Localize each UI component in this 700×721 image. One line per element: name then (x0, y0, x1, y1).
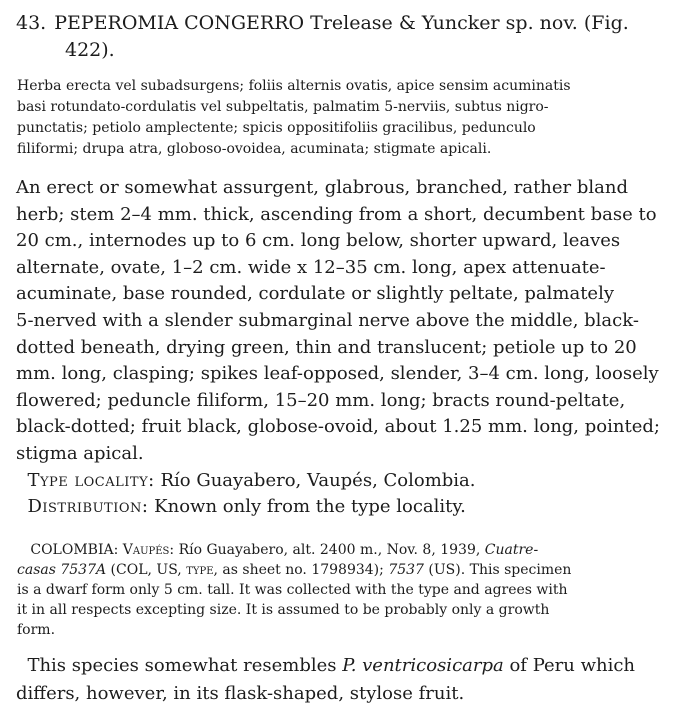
sheet-number: as sheet no. 1798934); (222, 562, 384, 578)
description-line: An erect or somewhat assurgent, glabrous, branched, rather bland (16, 177, 629, 198)
specimen-country: COLOMBIA: (30, 542, 119, 558)
description-line: stigma apical. (16, 442, 144, 464)
description-line: alternate, ovate, 1–2 cm. wide x 12–35 cm. long, apex attenuate- (16, 256, 606, 278)
specimen-citation (17, 540, 689, 640)
comparison-line: differs, however, in its flask-shaped, stylose fruit. (16, 683, 465, 704)
species-heading-line1: PEPEROMIA CONGERRO Trelease & Yuncker sp. nov. (Fig. (54, 12, 629, 34)
species-description (16, 175, 688, 521)
herbaria: (COL, US, (110, 562, 182, 578)
type-locality-value: Río Guayabero, Vaupés, Colombia. (160, 469, 476, 491)
type-locality-label: Type locality: (27, 469, 155, 491)
second-number: 7537 (388, 562, 424, 578)
specimen-department: Vaupés: (122, 542, 175, 558)
type-mark: type, (186, 562, 218, 578)
specimen-note: (US). This specimen (428, 562, 572, 578)
comparison-line (16, 652, 688, 680)
latin-line: basi rotundato-cordulatis vel subpeltatis, palmatim 5-nerviis, subtus nigro- (17, 99, 549, 115)
specimen-locality: Río Guayabero, alt. 2400 m., Nov. 8, 1939, (178, 542, 481, 558)
specimen-line: form. (17, 622, 56, 638)
collector-name: Cuatre- (484, 542, 539, 558)
distribution (16, 494, 688, 521)
species-number: 43. (16, 12, 47, 34)
description-line: 5-nerved with a slender submarginal nerve above the middle, black- (16, 309, 639, 331)
description-line: mm. long, clasping; spikes leaf-opposed, slender, 3–4 cm. long, loosely (16, 363, 659, 385)
species-heading (16, 10, 688, 64)
description-line: herb; stem 2–4 mm. thick, ascending from a short, decumbent base to (16, 203, 657, 225)
type-locality (16, 468, 688, 495)
compared-species: P. ventricosicarpa (342, 655, 504, 676)
description-line: flowered; peduncle filiform, 15–20 mm. long; bracts round-peltate, (16, 389, 626, 411)
specimen-line: it in all respects excepting size. It is assumed to be probably only a growth (17, 602, 550, 618)
comparison-text: This species somewhat resembles (27, 655, 337, 676)
distribution-label: Distribution: (27, 496, 149, 518)
comparison-note (16, 652, 688, 708)
latin-line: punctatis; petiolo amplectente; spicis oppositifoliis gracilibus, pedunculo (17, 120, 536, 136)
description-line: acuminate, base rounded, cordulate or slightly peltate, palmately (16, 283, 615, 305)
description-line: dotted beneath, drying green, thin and translucent; petiole up to 20 (16, 336, 637, 358)
species-heading-line2: 422). (65, 39, 115, 61)
distribution-value: Known only from the type locality. (154, 496, 466, 518)
specimen-line (17, 540, 689, 560)
description-line: 20 cm., internodes up to 6 cm. long below, shorter upward, leaves (16, 230, 621, 252)
description-line: black-dotted; fruit black, globose-ovoid, about 1.25 mm. long, pointed; (16, 416, 660, 438)
specimen-line (17, 560, 689, 580)
comparison-text-end: of Peru which (509, 655, 635, 676)
collector-number: casas 7537A (17, 562, 107, 578)
latin-diagnosis (17, 76, 689, 160)
latin-line: filiformi; drupa atra, globoso-ovoidea, acuminata; stigmate apicali. (17, 141, 492, 157)
specimen-line: is a dwarf form only 5 cm. tall. It was collected with the type and agrees with (17, 582, 568, 598)
latin-line: Herba erecta vel subadsurgens; foliis alternis ovatis, apice sensim acuminatis (17, 78, 571, 94)
